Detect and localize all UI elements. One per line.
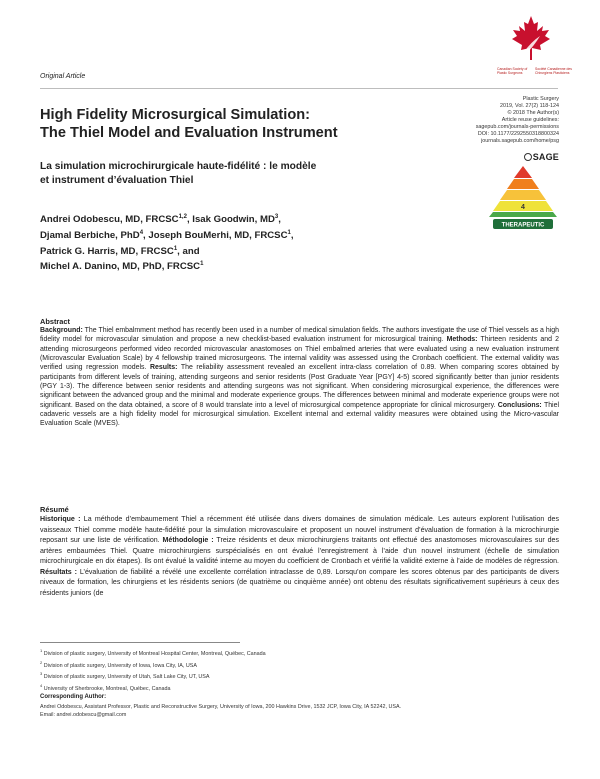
- abstract-label-background: Background:: [40, 327, 83, 334]
- author-name: Patrick G. Harris, MD, FRCSC: [40, 245, 174, 257]
- title-line-1: High Fidelity Microsurgical Simulation:: [40, 107, 311, 123]
- header-divider: [40, 88, 558, 89]
- article-title: [40, 106, 420, 142]
- publisher-name: SAGE: [532, 152, 559, 162]
- resume-label-historique: Historique :: [40, 516, 81, 523]
- journal-meta: [399, 96, 559, 145]
- author-line: [40, 211, 440, 227]
- subtitle-line-1: La simulation microchirurgicale haute-fidélité : le modèle: [40, 161, 317, 172]
- publisher-logo: [524, 152, 559, 162]
- pyramid-tier-5: [489, 212, 557, 217]
- journal-logo: [495, 14, 575, 84]
- author-name: Michel A. Danino, MD, PhD, FRCSC: [40, 261, 201, 273]
- author-line: [40, 243, 440, 259]
- maple-leaf-icon: [509, 14, 553, 64]
- author-separator: ,: [143, 229, 149, 241]
- evidence-level-badge: [485, 164, 561, 230]
- footnote-number: 2: [40, 659, 43, 665]
- author-line: [40, 258, 440, 274]
- resume-resultats: L’évaluation de fiabilité a révélé une excellente corrélation intraclasse de 0,89. Lorsqu’on compare les scores obtenus par des participants de divers niveaux de formation, les chirurgiens et les résidents seniors (de quatrième ou cinquième année) ont obtenu des résultats significativement supérieurs à ceux des résidents juniors (de: [40, 568, 559, 597]
- abstract-results: The reliability assessment revealed an excellent intra-class correlation of 0.89. When comparing scores obtained by participants from different levels of training, attending surgeons and senior residents (Post Graduate Year [PGY] 4-5) scored significantly better than junior residents (PGY 1-3). The difference between senior residents and attending surgeons was not significant. When considering microsurgical experience, the differences were significant between the advanced group and the minimal and moderate experience groups. The differences between minimal and moderate experience groups were not significant. Based on the data obtained, a score of 8 would translate into a level of microsurgical competence appropriate for clinical microsurgery.: [40, 364, 559, 409]
- author-name: Djamal Berbiche, PhD: [40, 229, 140, 241]
- footnote-divider: [40, 642, 240, 643]
- meta-journal-link[interactable]: journals.sagepub.com/home/psg: [481, 138, 559, 144]
- author-affiliation: 1: [200, 261, 204, 268]
- author-affiliation: 1: [287, 229, 291, 236]
- author-list: [40, 211, 440, 274]
- author-affiliation: 3: [274, 214, 279, 220]
- abstract-label-results: Results:: [150, 364, 178, 372]
- author-separator: , and: [177, 245, 200, 257]
- title-line-2: The Thiel Model and Evaluation Instrument: [40, 125, 338, 141]
- abstract-label-methods: Methods:: [446, 336, 478, 344]
- footnote-item: [40, 659, 560, 671]
- author-name: Isak Goodwin, MD: [192, 214, 275, 226]
- abstract-background: The Thiel embalmment method has recently been used in a number of medical simulation fields. The authors investigate the use of Thiel vessels as a high fidelity model for microvascular simulation and propose a new checklist-based evaluation instrument for microsurgical training.: [40, 327, 559, 344]
- author-affiliation: 4: [139, 229, 144, 236]
- resume-historique: La méthode d’embaumement Thiel a récemment été utilisée dans divers domaines de simulation médicale. Les auteurs explorent l’utilisation des vaisseaux Thiel comme modèle haute-fidélité pour la simulation microvasculaire et proposent un nouvel instrument d’évaluation de formation à la microchirurgie reposant sur une liste de vérification.: [40, 516, 559, 544]
- footnote-number: 4: [40, 683, 43, 689]
- corresponding-author-heading: Corresponding Author:: [40, 694, 107, 700]
- pyramid-tier-2: [507, 179, 539, 189]
- affiliation-footnotes: [40, 647, 560, 694]
- meta-journal: Plastic Surgery: [522, 96, 559, 102]
- abstract-conclusions: Thiel cadaveric vessels are a high fidelity model for microsurgical simulation. Excellent internal and external validity measures were obtained using the Micro-vascular Evaluation Scale (MVES).: [40, 401, 560, 428]
- author-affiliation: 1: [173, 245, 178, 252]
- resume-methodologie: Treize résidents et deux microchirurgiens traitants ont effectué des anastomoses microvasculaires sur des artères embaumées Thiel. Quatre microchirurgiens surspécialisés en ont évalué l’enregistrement à l’aide d’un nouvel instrument (échelle de simulation microchirurgicale en dix étapes). Ils ont évalué la validité interne au moyen du coefficient de Cronbach et vérifié la validité externe à l’aide de modèles de régression.: [40, 537, 560, 565]
- badge-label: THERAPEUTIC: [501, 222, 545, 229]
- footnote-number: 1: [40, 648, 43, 653]
- sage-circle-icon: [524, 153, 532, 161]
- resume-body: [40, 515, 559, 599]
- meta-reuse: Article reuse guidelines:: [501, 117, 559, 123]
- corresponding-author: [40, 703, 560, 719]
- corresponding-author-email[interactable]: Email: andrei.odobescu@gmail.com: [40, 712, 127, 718]
- resume-label-methodologie: Méthodologie :: [162, 537, 214, 544]
- meta-reuse-link[interactable]: sagepub.com/journals-permissions: [475, 124, 559, 130]
- subtitle-line-2: et instrument d’évaluation Thiel: [40, 174, 194, 186]
- author-name: Andrei Odobescu, MD, FRCSC: [40, 214, 179, 226]
- footnote-item: [40, 670, 560, 682]
- footnote-text: Division of plastic surgery, University of Utah, Salt Lake City, UT, USA: [42, 674, 210, 681]
- author-name: Joseph BouMerhi, MD, FRCSC: [148, 229, 288, 241]
- resume-heading: Résumé: [40, 505, 69, 514]
- logo-text-en: Canadian Society of Plastic Surgeons: [497, 67, 528, 75]
- article-type: Original Article: [40, 73, 86, 80]
- corresponding-author-address: Andrei Odobescu, Assistant Professor, Plastic and Reconstructive Surgery, University of Iowa, 200 Hawkins Drive, 1532 JCP, Iowa City, IA 52242, USA.: [40, 704, 402, 710]
- abstract-label-conclusions: Conclusions:: [497, 401, 542, 409]
- meta-doi[interactable]: DOI: 10.1177/2292550318800324: [477, 131, 559, 137]
- logo-text-fr: Société Canadienne des Chirurgiens Plasticiens: [535, 67, 572, 75]
- pyramid-tier-3: [500, 190, 546, 200]
- article-subtitle-fr: [40, 160, 400, 187]
- abstract-heading: Abstract: [40, 317, 70, 326]
- author-separator: ,: [290, 229, 294, 241]
- footnote-item: [40, 647, 560, 659]
- author-affiliation: 1,2: [178, 214, 187, 220]
- footnote-text: Division of plastic surgery, University of Montreal Hospital Center, Montreal, Québec, Canada: [42, 650, 266, 657]
- footnote-text: Division of plastic surgery, University of Iowa, Iowa City, IA, USA: [42, 662, 197, 669]
- footnote-number: 3: [40, 671, 43, 677]
- badge-level: 4: [521, 204, 525, 211]
- abstract-methods: Thirteen residents and 2 attending microsurgeons performed video recorded microvascular anastomoses on Thiel embalmed arteries that were evaluated using a new evaluation instrument (Microvascular Evaluation Scale) by 4 fellowship trained microsurgeons. The internal validity was assessed using the Cronbach coefficient. The external validity was verified using regression models.: [40, 336, 559, 372]
- footnote-text: University of Sherbrooke, Montreal, Québec, Canada: [42, 685, 171, 692]
- author-line: [40, 227, 440, 243]
- pyramid-tier-1: [514, 166, 532, 178]
- abstract-body: [40, 326, 559, 429]
- meta-citation: 2019, Vol. 27(2) 118-124: [500, 103, 559, 109]
- author-separator: ,: [278, 214, 281, 226]
- footnote-item: [40, 682, 560, 694]
- resume-label-resultats: Résultats :: [40, 568, 77, 576]
- author-separator: ,: [186, 214, 193, 226]
- meta-copyright: © 2018 The Author(s): [507, 110, 559, 116]
